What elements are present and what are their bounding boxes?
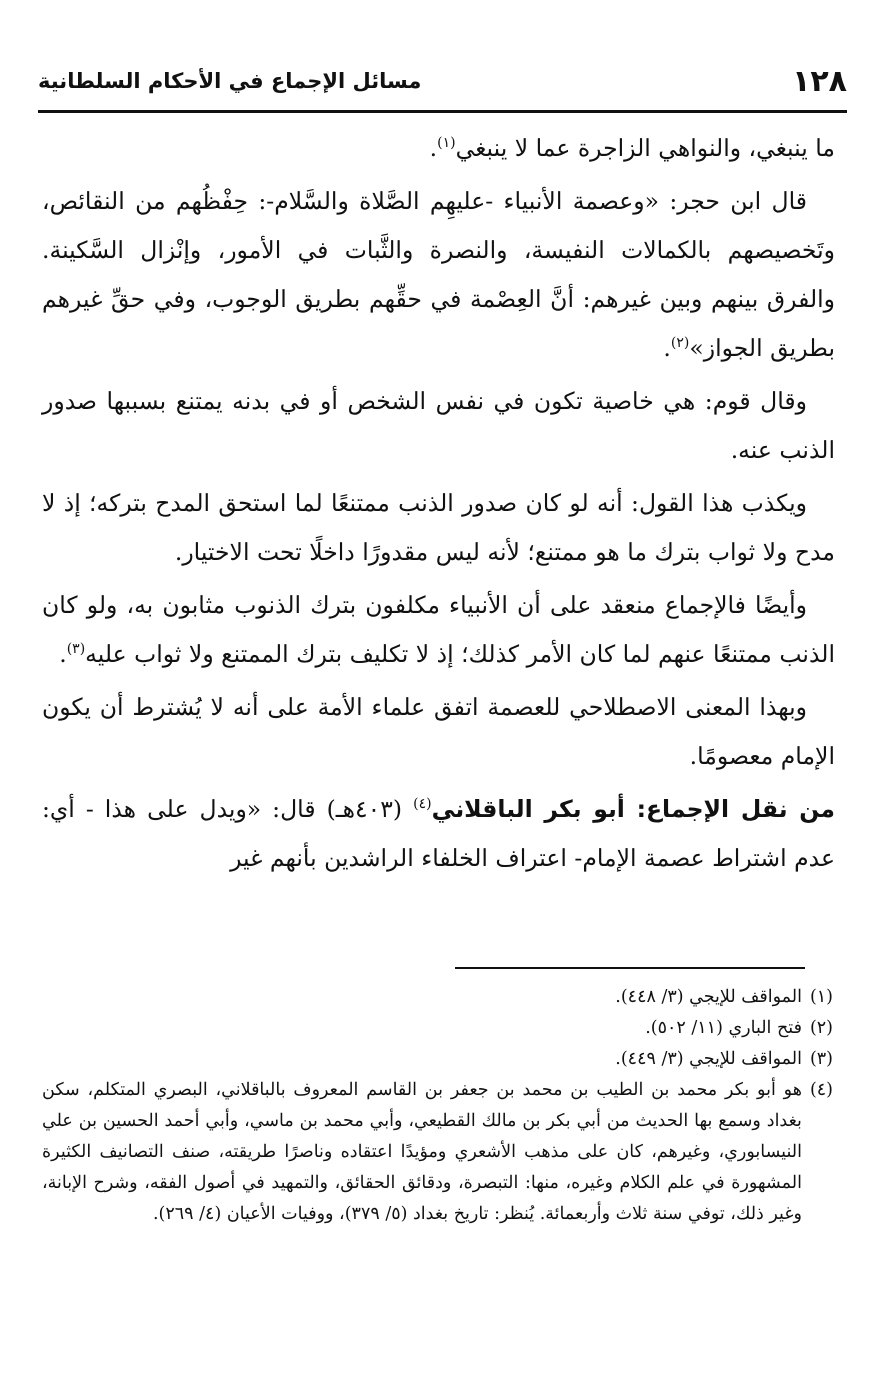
paragraph-6-text: وبهذا المعنى الاصطلاحي للعصمة اتفق علماء الأمة على أنه لا يُشترط أن يكون الإمام معصومًا. — [42, 693, 835, 770]
footnote-text: المواقف للإيجي (٣/ ٤٤٨). — [615, 987, 802, 1007]
footnote-text: المواقف للإيجي (٣/ ٤٤٩). — [615, 1049, 802, 1069]
footnote-4 — [42, 1075, 833, 1230]
footnote-3 — [42, 1044, 833, 1075]
paragraph-5 — [42, 581, 835, 679]
footnotes — [42, 982, 833, 1230]
footnote-text: فتح الباري (١١/ ٥٠٢). — [645, 1018, 802, 1038]
footnote-ref-2: (٢) — [670, 335, 690, 352]
footnote-number: (٤) — [809, 1080, 833, 1100]
footnote-number: (٣) — [809, 1049, 833, 1069]
main-text — [42, 124, 835, 887]
footnote-ref-3: (٣) — [66, 641, 86, 658]
footnote-ref-1: (١) — [437, 135, 456, 152]
footnote-ref-4: (٤) — [413, 796, 432, 813]
paragraph-7 — [42, 785, 835, 883]
paragraph-1-end: . — [429, 134, 438, 162]
page-number: ١٢٨ — [792, 63, 847, 99]
paragraph-4-text: ويكذب هذا القول: أنه لو كان صدور الذنب ممتنعًا لما استحق المدح بتركه؛ إذ لا مدح ولا ثواب بترك ما هو ممتنع؛ لأنه ليس مقدورًا داخلًا تحت الاختيار. — [42, 489, 835, 566]
paragraph-1-text: ما ينبغي، والنواهي الزاجرة عما لا ينبغي — [455, 134, 835, 162]
paragraph-5-end: . — [59, 640, 67, 668]
footnote-number: (٢) — [809, 1018, 833, 1038]
footnote-text: هو أبو بكر محمد بن الطيب بن محمد بن جعفر بن القاسم المعروف بالباقلاني، البصري المتكلم، سكن بغداد وسمع بها الحديث من أبي بكر بن مالك القطيعي، وأبي محمد بن ماسي، وأبي أحمد الحسين بن علي النيسابوري، وغيرهم، كان على مذهب الأشعري ومؤيدًا اعتقاده وناصرًا طريقته، صنف التصانيف الكثيرة المشهورة في علم الكلام وغيره، منها: التبصرة، ودقائق الحقائق، والتمهيد في أصول الفقه، وشرح الإبانة، وغير ذلك، توفي سنة ثلاث وأربعمائة. يُنظر: تاريخ بغداد (٥/ ٣٧٩)، ووفيات الأعيان (٤/ ٢٦٩). — [42, 1080, 802, 1224]
footnote-divider — [455, 967, 805, 969]
paragraph-5-text: وأيضًا فالإجماع منعقد على أن الأنبياء مكلفون بترك الذنوب مثابون به، ولو كان الذنب ممتنعًا عنهم لما كان الأمر كذلك؛ إذ لا تكليف بترك الممتنع ولا ثواب عليه — [42, 591, 835, 668]
paragraph-4 — [42, 479, 835, 577]
paragraph-7-text: (٤٠٣هـ) قال: «ويدل على هذا - أي: عدم اشتراط عصمة الإمام- اعتراف الخلفاء الراشدين بأنهم غير — [42, 795, 835, 872]
paragraph-2-text: قال ابن حجر: «وعصمة الأنبياء -عليهِم الصَّلاة والسَّلام-: حِفْظُهم من النقائص، وتَخصيصهم بالكمالات النفيسة، والنصرة والثَّبات في الأمور، وإنْزال السَّكينة. والفرق بينهم وبين غيرهم: أنَّ العِصْمة في حقِّهم بطريق الوجوب، وفي حقِّ غيرهم بطريق الجواز» — [42, 187, 835, 362]
footnote-1 — [42, 982, 833, 1013]
paragraph-2 — [42, 177, 835, 373]
paragraph-3 — [42, 377, 835, 475]
paragraph-7-lead: من نقل الإجماع: أبو بكر الباقلاني — [431, 795, 835, 823]
footnote-2 — [42, 1013, 833, 1044]
footnote-number: (١) — [809, 987, 833, 1007]
running-title: مسائل الإجماع في الأحكام السلطانية — [38, 69, 422, 93]
paragraph-6 — [42, 683, 835, 781]
paragraph-2-end: . — [663, 334, 671, 362]
paragraph-1 — [42, 124, 835, 173]
paragraph-3-text: وقال قوم: هي خاصية تكون في نفس الشخص أو في بدنه يمتنع بسببها صدور الذنب عنه. — [42, 387, 835, 464]
page-header — [38, 52, 847, 113]
